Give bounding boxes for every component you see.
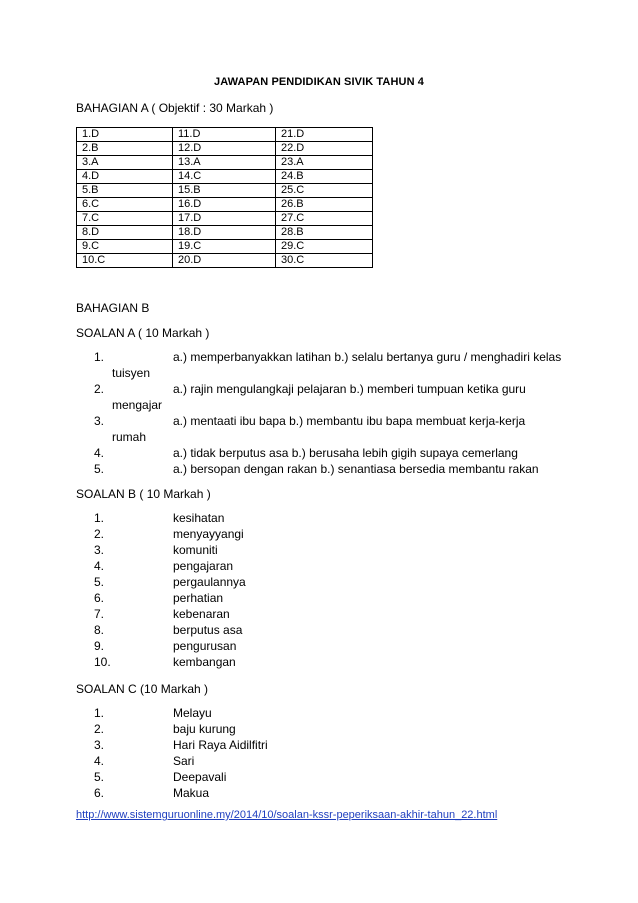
soalan-c-heading: SOALAN C (10 Markah )	[76, 682, 209, 696]
item-answer: Deepavali	[173, 770, 227, 784]
item-number: 5.	[94, 462, 105, 476]
item-number: 3.	[94, 414, 105, 428]
answer-cell: 13.A	[173, 156, 276, 170]
answer-row	[77, 142, 373, 156]
item-number: 4.	[94, 446, 105, 460]
item-answer-continued: rumah	[112, 430, 147, 444]
item-answer: pengajaran	[173, 559, 234, 573]
answer-cell: 18.D	[173, 226, 276, 240]
answer-cell: 8.D	[77, 226, 173, 240]
answer-cell: 14.C	[173, 170, 276, 184]
item-number: 7.	[94, 607, 105, 621]
answer-cell: 1.D	[77, 128, 173, 142]
item-answer: kebenaran	[173, 607, 230, 621]
item-number: 8.	[94, 623, 105, 637]
answer-cell: 21.D	[276, 128, 373, 142]
answer-row	[77, 254, 373, 268]
bahagian-a-answer-table	[76, 127, 373, 268]
answer-row	[77, 184, 373, 198]
item-answer: menyayyangi	[173, 527, 244, 541]
answer-cell: 2.B	[77, 142, 173, 156]
item-answer: berputus asa	[173, 623, 243, 637]
answer-cell: 28.B	[276, 226, 373, 240]
item-answer: Melayu	[173, 706, 212, 720]
item-answer: pengurusan	[173, 639, 237, 653]
item-answer: a.) rajin mengulangkaji pelajaran b.) memberi tumpuan ketika guru	[173, 382, 526, 396]
answer-row	[77, 156, 373, 170]
item-number: 2.	[94, 382, 105, 396]
item-answer-continued: tuisyen	[112, 366, 151, 380]
answer-cell: 30.C	[276, 254, 373, 268]
document-title: JAWAPAN PENDIDIKAN SIVIK TAHUN 4	[214, 76, 424, 88]
item-number: 10.	[94, 655, 111, 669]
answer-cell: 11.D	[173, 128, 276, 142]
item-answer: Makua	[173, 786, 210, 800]
item-answer: pergaulannya	[173, 575, 246, 589]
answer-row	[77, 198, 373, 212]
item-number: 3.	[94, 543, 105, 557]
answer-row	[77, 226, 373, 240]
answer-cell: 4.D	[77, 170, 173, 184]
answer-cell: 16.D	[173, 198, 276, 212]
item-answer: kembangan	[173, 655, 236, 669]
answer-cell: 25.C	[276, 184, 373, 198]
item-answer: baju kurung	[173, 722, 236, 736]
item-answer: Hari Raya Aidilfitri	[173, 738, 268, 752]
item-number: 1.	[94, 706, 105, 720]
item-number: 2.	[94, 527, 105, 541]
answer-cell: 17.D	[173, 212, 276, 226]
answer-cell: 9.C	[77, 240, 173, 254]
item-number: 6.	[94, 786, 105, 800]
item-answer-continued: mengajar	[112, 398, 163, 412]
answer-cell: 3.A	[77, 156, 173, 170]
answer-cell: 6.C	[77, 198, 173, 212]
item-number: 4.	[94, 754, 105, 768]
item-answer: perhatian	[173, 591, 224, 605]
answer-cell: 27.C	[276, 212, 373, 226]
answer-cell: 22.D	[276, 142, 373, 156]
item-answer: a.) mentaati ibu bapa b.) membantu ibu bapa membuat kerja-kerja	[173, 414, 526, 428]
item-number: 3.	[94, 738, 105, 752]
item-number: 5.	[94, 575, 105, 589]
item-number: 4.	[94, 559, 105, 573]
item-number: 2.	[94, 722, 105, 736]
item-answer: a.) bersopan dengan rakan b.) senantiasa bersedia membantu rakan	[173, 462, 539, 476]
item-answer: Sari	[173, 754, 195, 768]
item-number: 6.	[94, 591, 105, 605]
answer-cell: 10.C	[77, 254, 173, 268]
answer-cell: 20.D	[173, 254, 276, 268]
answer-cell: 12.D	[173, 142, 276, 156]
answer-cell: 24.B	[276, 170, 373, 184]
item-answer: a.) memperbanyakkan latihan b.) selalu bertanya guru / menghadiri kelas	[173, 350, 562, 364]
answer-row	[77, 212, 373, 226]
item-answer: a.) tidak berputus asa b.) berusaha lebih gigih supaya cemerlang	[173, 446, 518, 460]
item-number: 1.	[94, 511, 105, 525]
bahagian-a-heading: BAHAGIAN A ( Objektif : 30 Markah )	[76, 101, 274, 115]
answer-cell: 29.C	[276, 240, 373, 254]
answer-cell: 26.B	[276, 198, 373, 212]
item-answer: komuniti	[173, 543, 218, 557]
item-answer: kesihatan	[173, 511, 225, 525]
answer-row	[77, 128, 373, 142]
answer-row	[77, 170, 373, 184]
answer-cell: 5.B	[77, 184, 173, 198]
soalan-b-heading: SOALAN B ( 10 Markah )	[76, 487, 211, 501]
bahagian-b-heading: BAHAGIAN B	[76, 301, 150, 315]
answer-cell: 19.C	[173, 240, 276, 254]
answer-row	[77, 240, 373, 254]
answer-cell: 7.C	[77, 212, 173, 226]
answer-cell: 15.B	[173, 184, 276, 198]
source-link[interactable]: http://www.sistemguruonline.my/2014/10/soalan-kssr-peperiksaan-akhir-tahun_22.html	[76, 809, 498, 821]
answer-cell: 23.A	[276, 156, 373, 170]
soalan-a-heading: SOALAN A ( 10 Markah )	[76, 326, 210, 340]
item-number: 5.	[94, 770, 105, 784]
item-number: 9.	[94, 639, 105, 653]
item-number: 1.	[94, 350, 105, 364]
